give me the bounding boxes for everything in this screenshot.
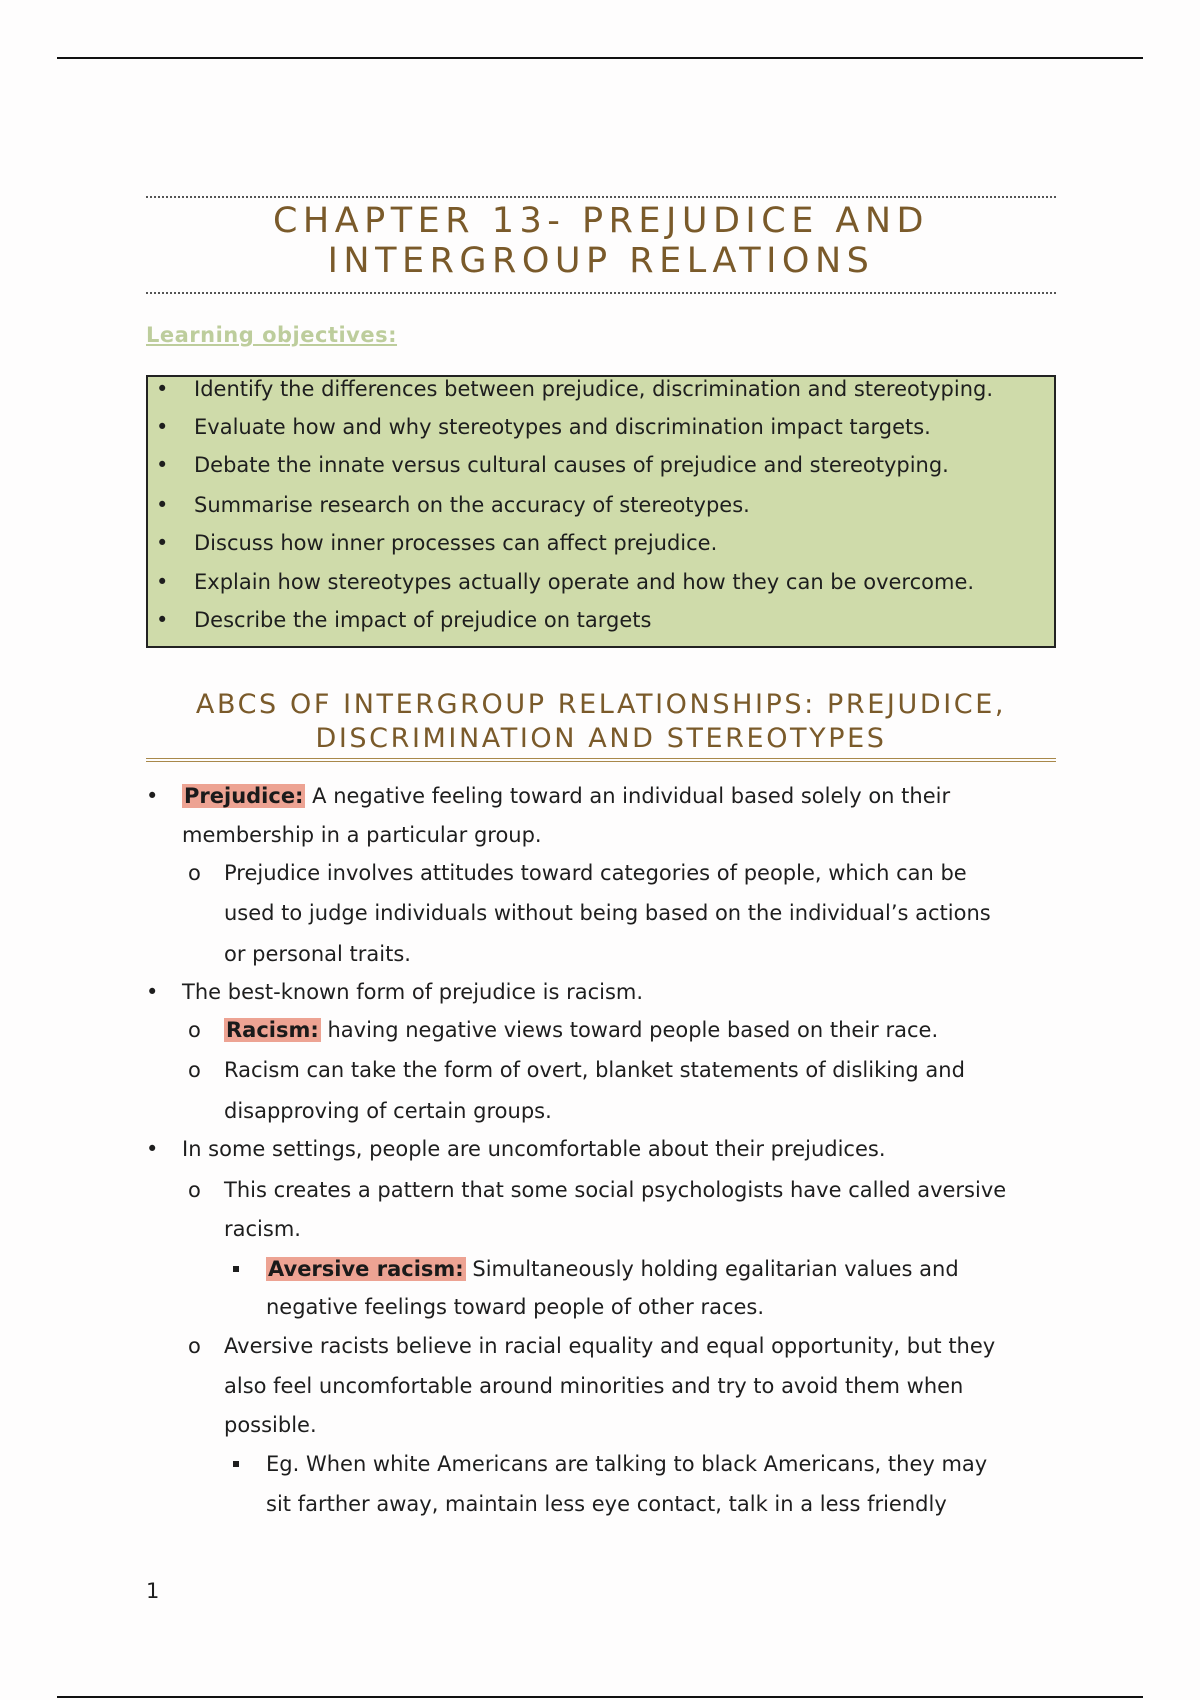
bullet-marker: • [156,531,169,555]
term-highlight-racism: Racism: [226,1018,319,1042]
objective-text: Discuss how inner processes can affect prejudice. [194,531,718,555]
note-text: disapproving of certain groups. [224,1099,552,1123]
square-bullet-icon [233,1461,239,1467]
note-text: Eg. When white Americans are talking to black Americans, they may [266,1452,988,1476]
bullet-marker: • [156,415,169,439]
chapter-title-line-1: CHAPTER 13- PREJUDICE AND [272,201,930,241]
bullet-marker: • [156,570,169,594]
objective-text: Summarise research on the accuracy of stereotypes. [194,493,750,517]
term-highlight-aversive-racism: Aversive racism: [268,1257,464,1281]
note-text: In some settings, people are uncomfortable about their prejudices. [182,1137,886,1161]
term-highlight-prejudice: Prejudice: [184,784,304,808]
sub-bullet-marker: o [188,1178,201,1202]
learning-objectives-box [146,375,1056,648]
note-text: membership in a particular group. [182,823,542,847]
note-text: Aversive racists believe in racial equality and equal opportunity, but they [224,1334,996,1358]
note-text: used to judge individuals without being based on the individual’s actions [224,901,991,925]
note-text: Simultaneously holding egalitarian values and [472,1257,959,1281]
note-prejudice-definition [182,784,950,808]
bullet-marker: • [146,784,159,808]
objective-text: Debate the innate versus cultural causes of prejudice and stereotyping. [194,453,949,477]
objective-text: Explain how stereotypes actually operate and how they can be overcome. [194,570,975,594]
objective-text: Evaluate how and why stereotypes and discrimination impact targets. [194,415,931,439]
note-text: Prejudice involves attitudes toward categories of people, which can be [224,861,967,885]
square-bullet-icon [233,1266,239,1272]
page-number: 1 [146,1579,160,1603]
note-text: possible. [224,1413,317,1437]
sub-bullet-marker: o [188,1058,201,1082]
objective-text: Identify the differences between prejudice, discrimination and stereotyping. [194,377,994,401]
header-rule [57,57,1143,59]
objective-text: Describe the impact of prejudice on targets [194,608,652,632]
bullet-marker: • [146,1137,159,1161]
note-text: having negative views toward people based on their race. [327,1018,939,1042]
note-aversive-racism-definition [266,1257,959,1281]
note-text: A negative feeling toward an individual based solely on their [312,784,951,808]
bullet-marker: • [156,493,169,517]
note-text: This creates a pattern that some social psychologists have called aversive [224,1178,1007,1202]
section-heading-line-1: ABCS OF INTERGROUP RELATIONSHIPS: PREJUDICE, [195,689,1007,720]
note-text: also feel uncomfortable around minorities and try to avoid them when [224,1374,964,1398]
note-text: Racism can take the form of overt, blanket statements of disliking and [224,1058,965,1082]
bullet-marker: • [146,980,159,1004]
note-text: The best-known form of prejudice is racism. [182,980,644,1004]
learning-objectives-heading: Learning objectives: [146,323,398,347]
chapter-title-line-2: INTERGROUP RELATIONS [327,241,875,281]
footer-rule [57,1696,1143,1698]
sub-bullet-marker: o [188,1334,201,1358]
chapter-title [146,198,1056,281]
section-heading-line-2: DISCRIMINATION AND STEREOTYPES [315,723,887,754]
note-racism-definition [224,1018,938,1042]
note-text: racism. [224,1217,301,1241]
sub-bullet-marker: o [188,861,201,885]
chapter-title-block [146,196,1056,294]
bullet-marker: • [156,453,169,477]
sub-bullet-marker: o [188,1018,201,1042]
bullet-marker: • [156,608,169,632]
bullet-marker: • [156,377,169,401]
note-text: negative feelings toward people of other races. [266,1295,765,1319]
section-heading [146,688,1056,762]
note-text: sit farther away, maintain less eye contact, talk in a less friendly [266,1492,947,1516]
note-text: or personal traits. [224,942,411,966]
